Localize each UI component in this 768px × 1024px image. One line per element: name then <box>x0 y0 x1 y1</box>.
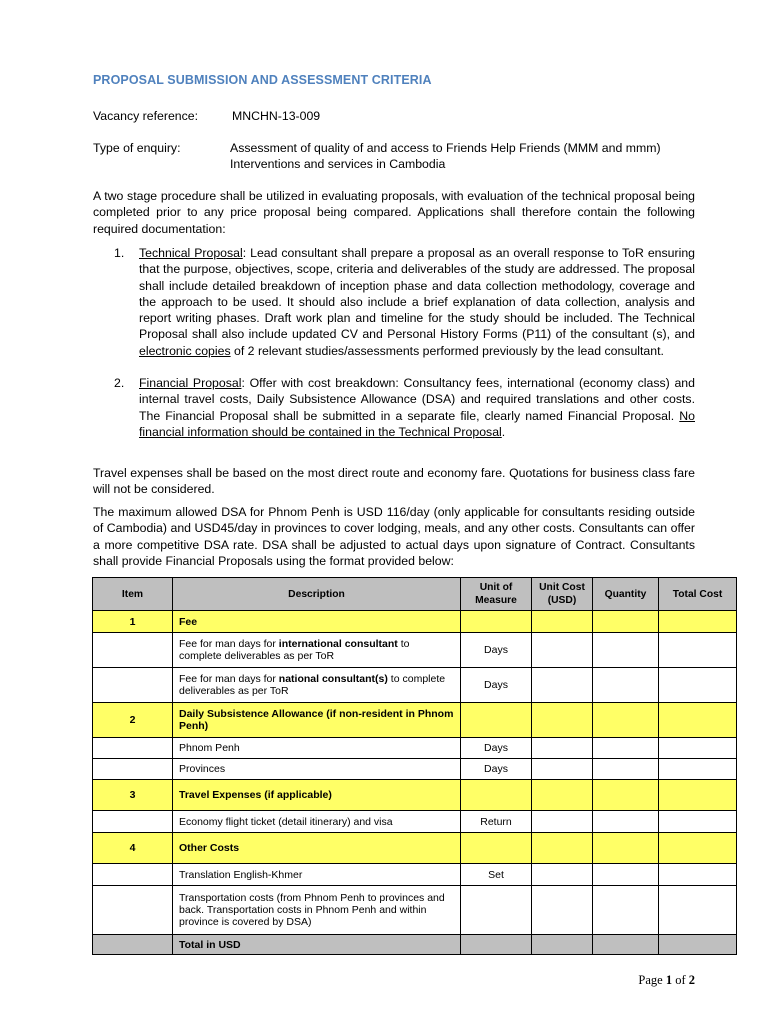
current-page: 1 <box>665 973 673 987</box>
page-word: Page <box>638 973 666 987</box>
table-row <box>93 759 737 780</box>
unit-of-measure: Set <box>461 864 532 886</box>
row-description: Transportation costs (from Phnom Penh to provinces and back. Transportation costs in Phnom Penh and within province is covered by DSA) <box>173 886 461 935</box>
row-description: Fee for man days for international consultant to complete deliverables as per ToR <box>173 633 461 668</box>
of-word: of <box>672 973 689 987</box>
table-row <box>93 886 737 935</box>
vacancy-value: MNCHN-13-009 <box>232 109 321 123</box>
col-header-quantity: Quantity <box>593 578 659 611</box>
intro-paragraph: A two stage procedure shall be utilized in evaluating proposals, with evaluation of the technical proposal being completed prior to any price proposal being compared. Applications shall therefore contain the following required documentation: <box>93 189 695 236</box>
col-header-total-cost: Total Cost <box>659 578 737 611</box>
unit-of-measure: Return <box>461 811 532 833</box>
table-row <box>93 738 737 759</box>
no-financial-info-text: No financial information should be contained in the Technical Proposal <box>139 408 695 439</box>
technical-text-end: of 2 relevant studies/assessments performed previously by the lead consultant. <box>230 343 664 358</box>
electronic-copies-text: electronic copies <box>139 343 231 358</box>
row-description: Phnom Penh <box>173 738 461 759</box>
table-row <box>93 833 737 864</box>
page-number <box>638 973 695 988</box>
row-description: Fee for man days for national consultant(s) to complete deliverables as per ToR <box>173 668 461 703</box>
list-item-financial <box>114 375 695 440</box>
enquiry-label: Type of enquiry: <box>93 141 181 155</box>
unit-of-measure: Days <box>461 759 532 780</box>
table-row <box>93 611 737 633</box>
col-header-description: Description <box>173 578 461 611</box>
table-row <box>93 811 737 833</box>
financial-text-end: . <box>501 424 506 439</box>
col-header-unit-cost: Unit Cost (USD) <box>532 578 593 611</box>
col-header-unit-measure: Unit of Measure <box>461 578 532 611</box>
section-title: Fee <box>173 611 461 633</box>
row-description: Economy flight ticket (detail itinerary) and visa <box>173 811 461 833</box>
unit-of-measure: Days <box>461 738 532 759</box>
section-title: Travel Expenses (if applicable) <box>173 780 461 811</box>
table-total-row <box>93 935 737 955</box>
col-header-item: Item <box>93 578 173 611</box>
row-description: Translation English-Khmer <box>173 864 461 886</box>
list-item-technical <box>114 245 695 359</box>
row-description: Provinces <box>173 759 461 780</box>
page-title: PROPOSAL SUBMISSION AND ASSESSMENT CRITERIA <box>93 73 432 87</box>
table-row <box>93 668 737 703</box>
financial-proposal-table <box>92 577 737 955</box>
total-label: Total in USD <box>173 935 461 955</box>
table-row <box>93 780 737 811</box>
vacancy-label: Vacancy reference: <box>93 109 199 123</box>
item-number: 2 <box>93 703 173 738</box>
total-pages: 2 <box>688 973 695 987</box>
technical-text: : Lead consultant shall prepare a proposal as an overall response to ToR ensuring that the purpose, objectives, scope, criteria and deliverables of the study are addressed. The proposal shall include detailed breakdown of inception phase and data collection methodology, coverage and the approach to be used. It should also include a brief explanation of data collection, analysis and report writing phases. Draft work plan and timeline for the study should be included. The Technical Proposal shall also include updated CV and Personal History Forms (P11) of the consultant (s), and <box>139 246 695 342</box>
item-number: 4 <box>93 833 173 864</box>
requirements-list <box>114 245 695 440</box>
enquiry-line-2: Interventions and services in Cambodia <box>230 157 446 171</box>
financial-text: : Offer with cost breakdown: Consultancy fees, international (economy class) and internal travel costs, Daily Subsistence Allowance (DSA) and required translations and other costs. The Financial Proposal shall be submitted in a separate file, clearly named Financial Proposal. <box>139 376 695 423</box>
table-row <box>93 864 737 886</box>
unit-of-measure: Days <box>461 668 532 703</box>
dsa-paragraph: The maximum allowed DSA for Phnom Penh is USD 116/day (only applicable for consultants residing outside of Cambodia) and USD45/day in provinces to cover lodging, meals, and any other costs. Consultants can offer a more competitive DSA rate. DSA shall be adjusted to actual days upon signature of Contract. Consultants shall provide Financial Proposals using the format provided below: <box>93 505 695 568</box>
item-number: 1 <box>93 611 173 633</box>
financial-proposal-title: Financial Proposal <box>139 376 242 391</box>
list-number: 2. <box>114 376 125 391</box>
table-row <box>93 703 737 738</box>
list-number: 1. <box>114 246 125 260</box>
item-number: 3 <box>93 780 173 811</box>
technical-proposal-title: Technical Proposal <box>139 246 243 260</box>
table-header-row <box>93 578 737 611</box>
section-title: Other Costs <box>173 833 461 864</box>
enquiry-line-1: Assessment of quality of and access to Friends Help Friends (MMM and mmm) <box>230 141 661 155</box>
table-row <box>93 633 737 668</box>
section-title: Daily Subsistence Allowance (if non-resident in Phnom Penh) <box>173 703 461 738</box>
travel-paragraph: Travel expenses shall be based on the most direct route and economy fare. Quotations for business class fare will not be considered. <box>93 466 695 497</box>
unit-of-measure: Days <box>461 633 532 668</box>
